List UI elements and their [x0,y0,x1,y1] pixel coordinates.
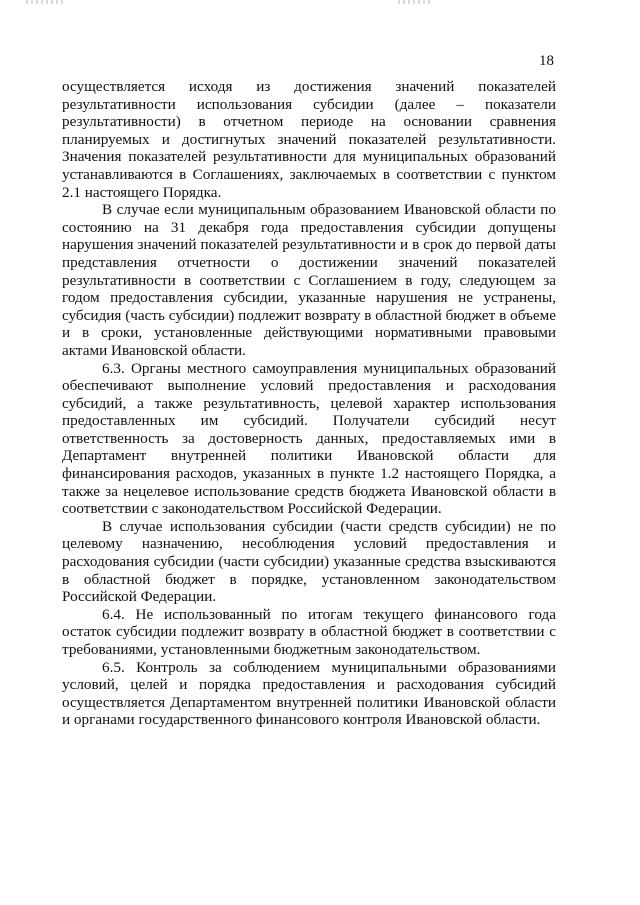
paragraph-6-4: 6.4. Не использованный по итогам текущего финансового года остаток субсидии подлежит возврату в областной бюджет в соответствии с требованиями, установленными бюджетным законодательством. [62,605,556,658]
page-number: 18 [539,53,554,69]
paragraph-6-3: 6.3. Органы местного самоуправления муниципальных образований обеспечивают выполнение условий предоставления и расходования субсидий, а также результативность, целевой характер использования предоставленных им субсидий. Получатели субсидий несут ответственность за достоверность данных, предоставляемых ими в Департамент внутренней политики Ивановской области для финансирования расходов, указанных в пункте 1.2 настоящего Порядка, а также за нецелевое использование средств бюджета Ивановской области в соответствии с законодательством Российской Федерации. [62,359,556,518]
document-body [62,78,556,729]
scan-artifact [398,0,432,4]
paragraph-6-5: 6.5. Контроль за соблюдением муниципальными образованиями условий, целей и порядка предоставления и расходования субсидий осуществляется Департаментом внутренней политики Ивановской области и органами государственного финансового контроля Ивановской области. [62,658,556,729]
paragraph: осуществляется исходя из достижения значений показателей результативности использования субсидии (далее – показатели результативности) в отчетном периоде на основании сравнения планируемых и достигнутых значений показателей результативности. Значения показателей результативности для муниципальных образований устанавливаются в Соглашениях, заключаемых в соответствии с пунктом 2.1 настоящего Порядка. [62,78,556,201]
paragraph: В случае если муниципальным образованием Ивановской области по состоянию на 31 декабря года предоставления субсидии допущены нарушения значений показателей результативности и в срок до первой даты представления отчетности о достижении значений показателей результативности в соответствии с Соглашением в году, следующем за годом предоставления субсидии, указанные нарушения не устранены, субсидия (часть субсидии) подлежит возврату в областной бюджет в объеме и в сроки, установленные действующими нормативными правовыми актами Ивановской области. [62,201,556,359]
scan-artifact [26,0,66,4]
paragraph: В случае использования субсидии (части средств субсидии) не по целевому назначению, несоблюдения условий предоставления и расходования субсидии (части субсидии) указанные средства взыскиваются в областной бюджет в порядке, установленном законодательством Российской Федерации. [62,517,556,606]
